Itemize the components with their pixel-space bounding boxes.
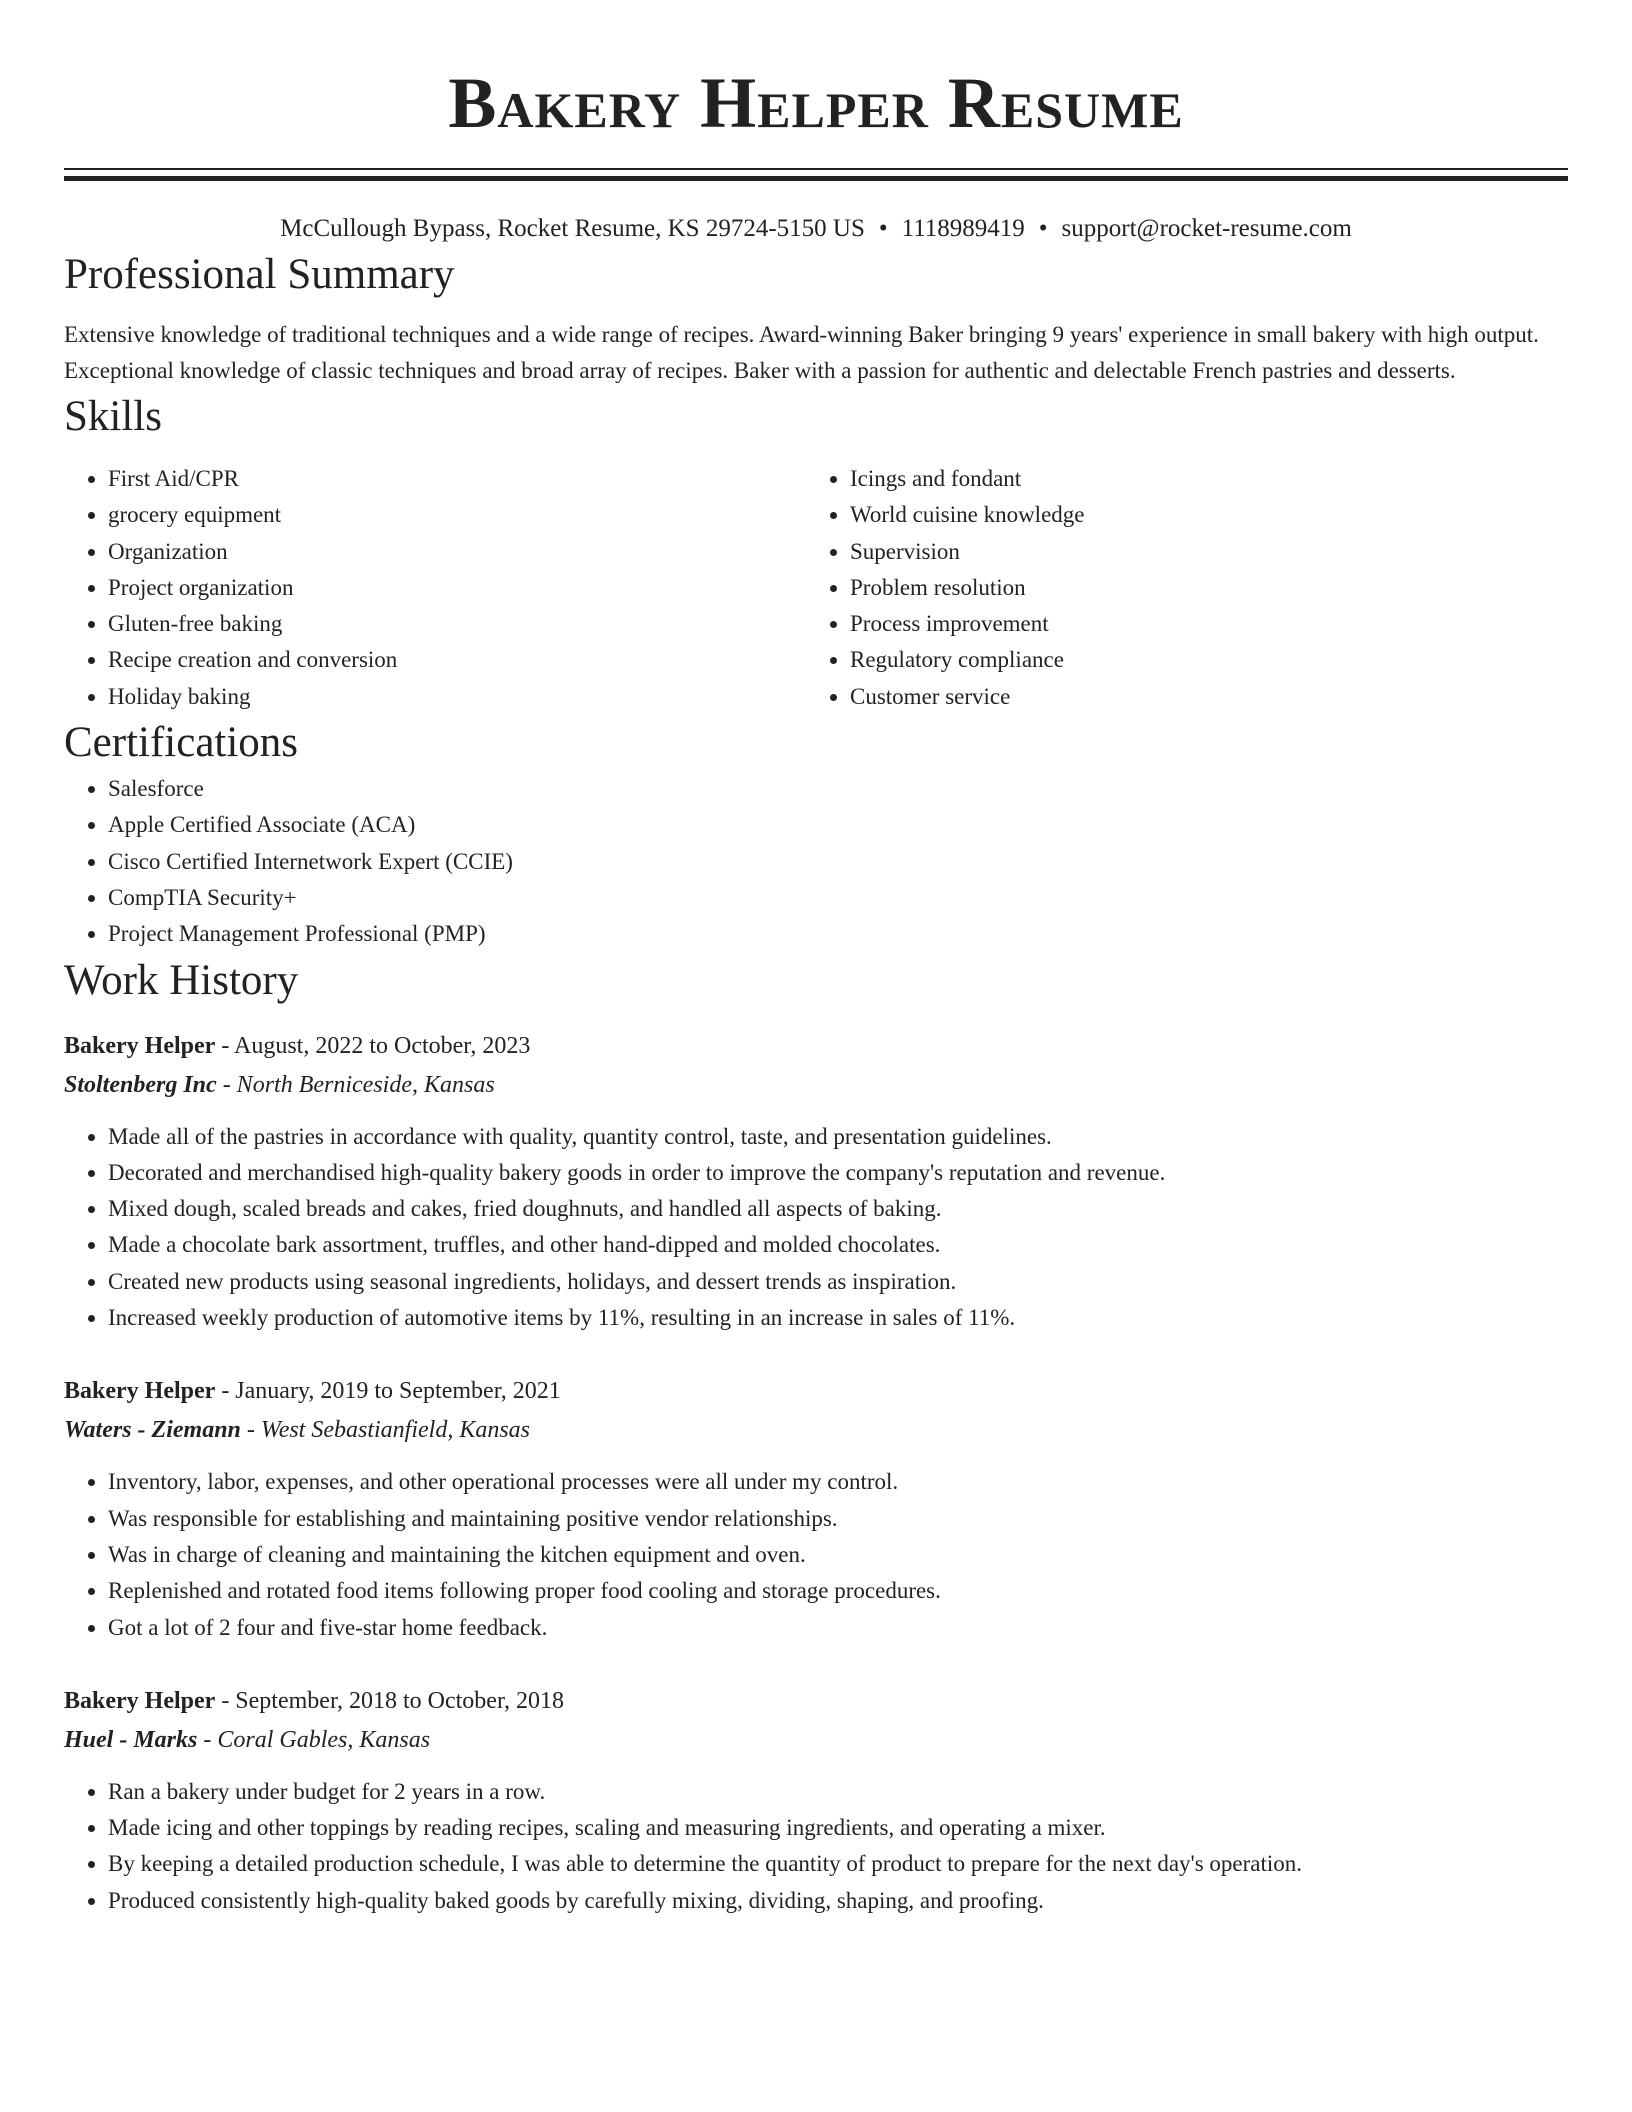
- job-location: - Coral Gables, Kansas: [197, 1726, 431, 1753]
- skill-item: • Organization: [108, 534, 806, 570]
- certifications-list: [64, 771, 1568, 952]
- job-location: - North Berniceside, Kansas: [216, 1071, 495, 1098]
- skill-item: • Icings and fondant: [850, 461, 1548, 497]
- job-bullet: • Replenished and rotated food items following proper food cooling and storage procedures.: [108, 1573, 1568, 1609]
- job-entry: [64, 1027, 1568, 1337]
- contact-phone: 1118989419: [901, 215, 1025, 242]
- skill-item: • Regulatory compliance: [850, 642, 1548, 678]
- job-role: Bakery Helper: [64, 1378, 216, 1405]
- certification-item: • Project Management Professional (PMP): [108, 916, 1568, 952]
- skill-item: • Process improvement: [850, 606, 1548, 642]
- job-bullet: • Mixed dough, scaled breads and cakes, fried doughnuts, and handled all aspects of baking.: [108, 1191, 1568, 1227]
- certifications-heading: Certifications: [64, 719, 299, 767]
- job-title-line: [64, 1682, 1568, 1720]
- job-bullet: • Made all of the pastries in accordance with quality, quantity control, taste, and presentation guidelines.: [108, 1119, 1568, 1155]
- job-bullet: • Made icing and other toppings by reading recipes, scaling and measuring ingredients, and operating a mixer.: [108, 1810, 1568, 1846]
- summary-heading: Professional Summary: [64, 251, 455, 298]
- skills-column-right: [806, 461, 1548, 715]
- skill-item: • World cuisine knowledge: [850, 497, 1548, 533]
- job-company: Stoltenberg Inc: [64, 1071, 217, 1098]
- job-bullets: [64, 1774, 1568, 1919]
- job-title-line: [64, 1372, 1568, 1410]
- job-bullet: • By keeping a detailed production schedule, I was able to determine the quantity of product to prepare for the next day's operation.: [108, 1846, 1568, 1882]
- job-role: Bakery Helper: [64, 1687, 216, 1714]
- skills-columns: [64, 461, 1568, 715]
- job-bullet: • Inventory, labor, expenses, and other operational processes were all under my control.: [108, 1464, 1568, 1500]
- job-company: Waters - Ziemann: [64, 1417, 241, 1444]
- certification-item: • Cisco Certified Internetwork Expert (CCIE): [108, 844, 1568, 880]
- summary-text: Extensive knowledge of traditional techniques and a wide range of recipes. Award-winning Baker bringing 9 years' experience in small bakery with high output. Exceptional knowledge of classic techniques and broad array of recipes. Baker with a passion for authentic and delectable French pastries and desserts.: [64, 322, 1539, 383]
- title-divider-thin: [64, 168, 1568, 170]
- job-company: Huel - Marks: [64, 1726, 198, 1753]
- job-bullet: • Created new products using seasonal ingredients, holidays, and dessert trends as inspiration.: [108, 1264, 1568, 1300]
- resume-title: Bakery Helper Resume: [448, 63, 1184, 143]
- job-company-line: [64, 1410, 1568, 1450]
- certification-item: • Salesforce: [108, 771, 1568, 807]
- skill-item: • Customer service: [850, 679, 1548, 715]
- skills-heading: Skills: [64, 393, 162, 440]
- job-bullet: • Ran a bakery under budget for 2 years in a row.: [108, 1774, 1568, 1810]
- skill-item: • Supervision: [850, 534, 1548, 570]
- skill-item: • First Aid/CPR: [108, 461, 806, 497]
- job-bullets: [64, 1119, 1568, 1337]
- certification-item: • CompTIA Security+: [108, 880, 1568, 916]
- job-bullet: • Made a chocolate bark assortment, truffles, and other hand-dipped and molded chocolates.: [108, 1227, 1568, 1263]
- job-bullet: • Produced consistently high-quality baked goods by carefully mixing, dividing, shaping, and proofing.: [108, 1883, 1568, 1919]
- job-bullets: [64, 1464, 1568, 1645]
- skill-item: • Recipe creation and conversion: [108, 642, 806, 678]
- skill-item: • Problem resolution: [850, 570, 1548, 606]
- skills-list-left: [64, 461, 806, 715]
- certification-item: • Apple Certified Associate (ACA): [108, 807, 1568, 843]
- job-dates: - September, 2018 to October, 2018: [215, 1687, 564, 1714]
- skill-item: • Project organization: [108, 570, 806, 606]
- contact-address: McCullough Bypass, Rocket Resume, KS 29724-5150 US: [280, 215, 865, 242]
- job-company-line: [64, 1720, 1568, 1760]
- job-entry: [64, 1682, 1568, 1919]
- job-bullet: • Increased weekly production of automotive items by 11%, resulting in an increase in sales of 11%.: [108, 1300, 1568, 1336]
- skill-item: • Gluten-free baking: [108, 606, 806, 642]
- job-company-line: [64, 1065, 1568, 1105]
- skills-list-right: [806, 461, 1548, 715]
- job-bullet: • Decorated and merchandised high-quality bakery goods in order to improve the company's reputation and revenue.: [108, 1155, 1568, 1191]
- job-dates: - August, 2022 to October, 2023: [215, 1032, 531, 1059]
- skill-item: • grocery equipment: [108, 497, 806, 533]
- job-location: - West Sebastianfield, Kansas: [240, 1417, 531, 1444]
- contact-line: [64, 211, 1568, 247]
- job-bullet: • Got a lot of 2 four and five-star home feedback.: [108, 1610, 1568, 1646]
- job-bullet: • Was in charge of cleaning and maintaining the kitchen equipment and oven.: [108, 1537, 1568, 1573]
- job-entry: [64, 1372, 1568, 1645]
- skills-column-left: [64, 461, 806, 715]
- job-role: Bakery Helper: [64, 1032, 216, 1059]
- contact-separator: •: [878, 215, 888, 242]
- job-bullet: • Was responsible for establishing and maintaining positive vendor relationships.: [108, 1501, 1568, 1537]
- skill-item: • Holiday baking: [108, 679, 806, 715]
- contact-separator: •: [1038, 215, 1048, 242]
- job-title-line: [64, 1027, 1568, 1065]
- contact-email: support@rocket-resume.com: [1061, 215, 1352, 242]
- job-dates: - January, 2019 to September, 2021: [215, 1378, 561, 1405]
- title-divider-thick: [64, 176, 1568, 181]
- work-history-heading: Work History: [64, 956, 299, 1004]
